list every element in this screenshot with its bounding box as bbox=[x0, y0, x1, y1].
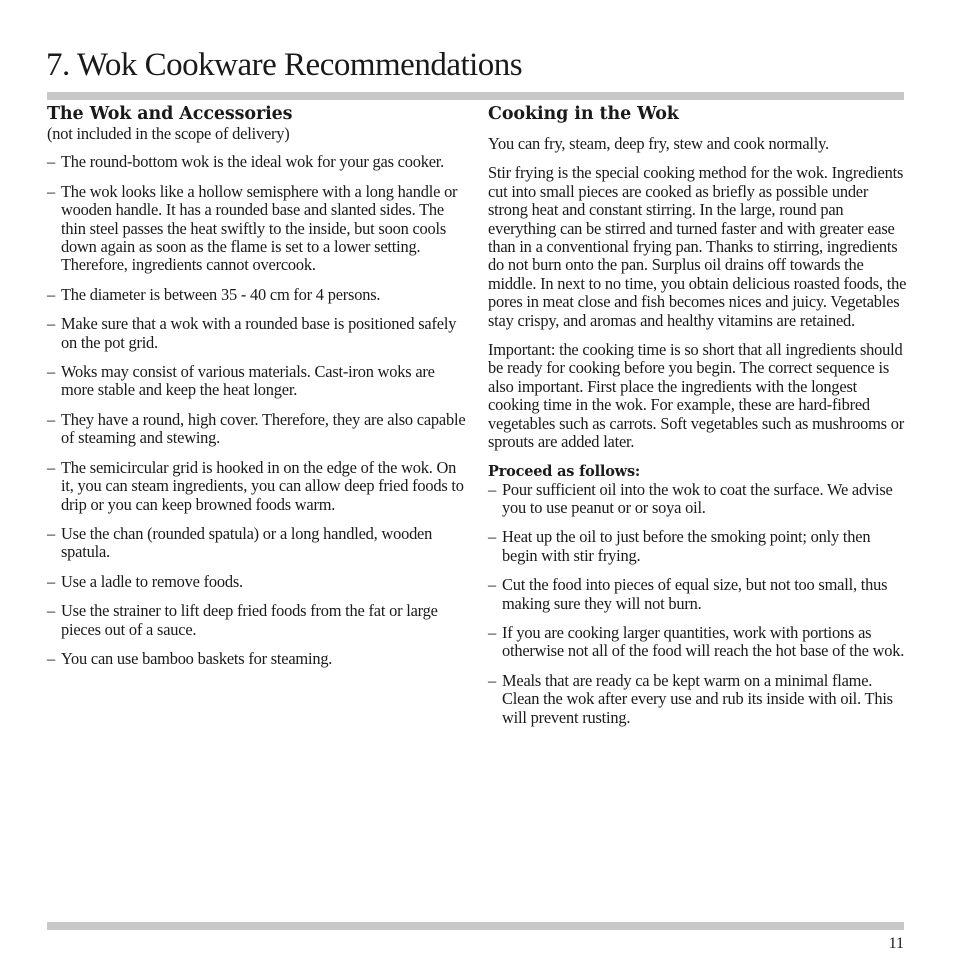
list-item: – If you are cooking larger quantities, work with portions as otherwise not all of the food will reach the hot base of the wok. bbox=[488, 622, 905, 661]
page-number: 11 bbox=[888, 935, 904, 952]
delivery-scope-note: (not included in the scope of delivery) bbox=[47, 124, 290, 143]
list-item: – Heat up the oil to just before the smoking point; only then begin with stir frying. bbox=[488, 527, 871, 565]
list-item: – Make sure that a wok with a rounded base is positioned safely on the pot grid. bbox=[47, 314, 457, 352]
list-item: – They have a round, high cover. Therefore, they are also capable of steaming and stewing. bbox=[47, 409, 466, 448]
right-column bbox=[488, 103, 908, 738]
page-title: 7. Wok Cookware Recommendations bbox=[46, 47, 523, 83]
cooking-in-wok-heading: Cooking in the Wok bbox=[488, 104, 679, 124]
list-item: – Meals that are ready ca be kept warm on a minimal flame. Clean the wok after every use and rub its inside with oil. This will prevent rusting. bbox=[488, 670, 893, 727]
list-item: – Use the chan (rounded spatula) or a long handled, wooden spatula. bbox=[47, 523, 433, 562]
list-item: – Pour sufficient oil into the wok to coat the surface. We advise you to use peanut or or soya oil. bbox=[488, 479, 893, 517]
list-item: – Use the strainer to lift deep fried foods from the fat or large pieces out of a sauce. bbox=[47, 601, 438, 639]
list-item: – The wok looks like a hollow semisphere with a long handle or wooden handle. It has a rounded base and slanted sides. The thin steel passes the heat swiftly to the inside, but soon cools down again as soon as the flame is set to a lower setting. Therefore, ingredients cannot overcook. bbox=[47, 181, 458, 275]
important-paragraph: Important: the cooking time is so short that all ingredients should be ready for cooking before you begin. The correct sequence is also important. First place the ingredients with the longest cooking time in the wok. For example, these are hard-fibred vegetables such as carrots. Soft vegetables such as mushrooms or sprouts are added later. bbox=[488, 340, 904, 452]
footer-divider bbox=[47, 922, 904, 930]
list-item: – Cut the food into pieces of equal size, but not too small, thus making sure they will not burn. bbox=[488, 575, 888, 613]
list-item: – The diameter is between 35 - 40 cm for 4 persons. bbox=[47, 284, 381, 304]
list-item: – The round-bottom wok is the ideal wok for your gas cooker. bbox=[47, 152, 445, 172]
wok-accessories-heading: The Wok and Accessories bbox=[47, 104, 293, 124]
intro-paragraph: You can fry, steam, deep fry, stew and cook normally. bbox=[488, 134, 829, 153]
list-item: – The semicircular grid is hooked in on the edge of the wok. On it, you can steam ingredients, you can allow deep fried foods to drip or you can keep browned foods warm. bbox=[47, 457, 464, 514]
title-divider bbox=[47, 92, 904, 100]
left-column bbox=[47, 103, 467, 679]
proceed-heading: Proceed as follows: bbox=[488, 462, 641, 480]
list-item: – You can use bamboo baskets for steaming. bbox=[47, 648, 333, 668]
list-item: – Use a ladle to remove foods. bbox=[47, 571, 243, 591]
steps-list bbox=[488, 481, 908, 727]
stir-frying-paragraph: Stir frying is the special cooking method for the wok. Ingredients cut into small pieces are cooked as briefly as possible under strong heat and constant stirring. In the large, round pan everything can be stirred and turned faster and with greater ease than in a conventional frying pan. Thanks to stirring, ingredients do not burn onto the pan. Surplus oil drains off towards the middle. In next to no time, you obtain delicious roasted foods, the pores in meat close and fish becomes nices and juicy. Vegetables stay crispy, and aromas and healthy vitamins are retained. bbox=[488, 163, 907, 330]
accessories-list bbox=[47, 153, 467, 668]
list-item: – Woks may consist of various materials. Cast-iron woks are more stable and keep the heat longer. bbox=[47, 362, 435, 400]
